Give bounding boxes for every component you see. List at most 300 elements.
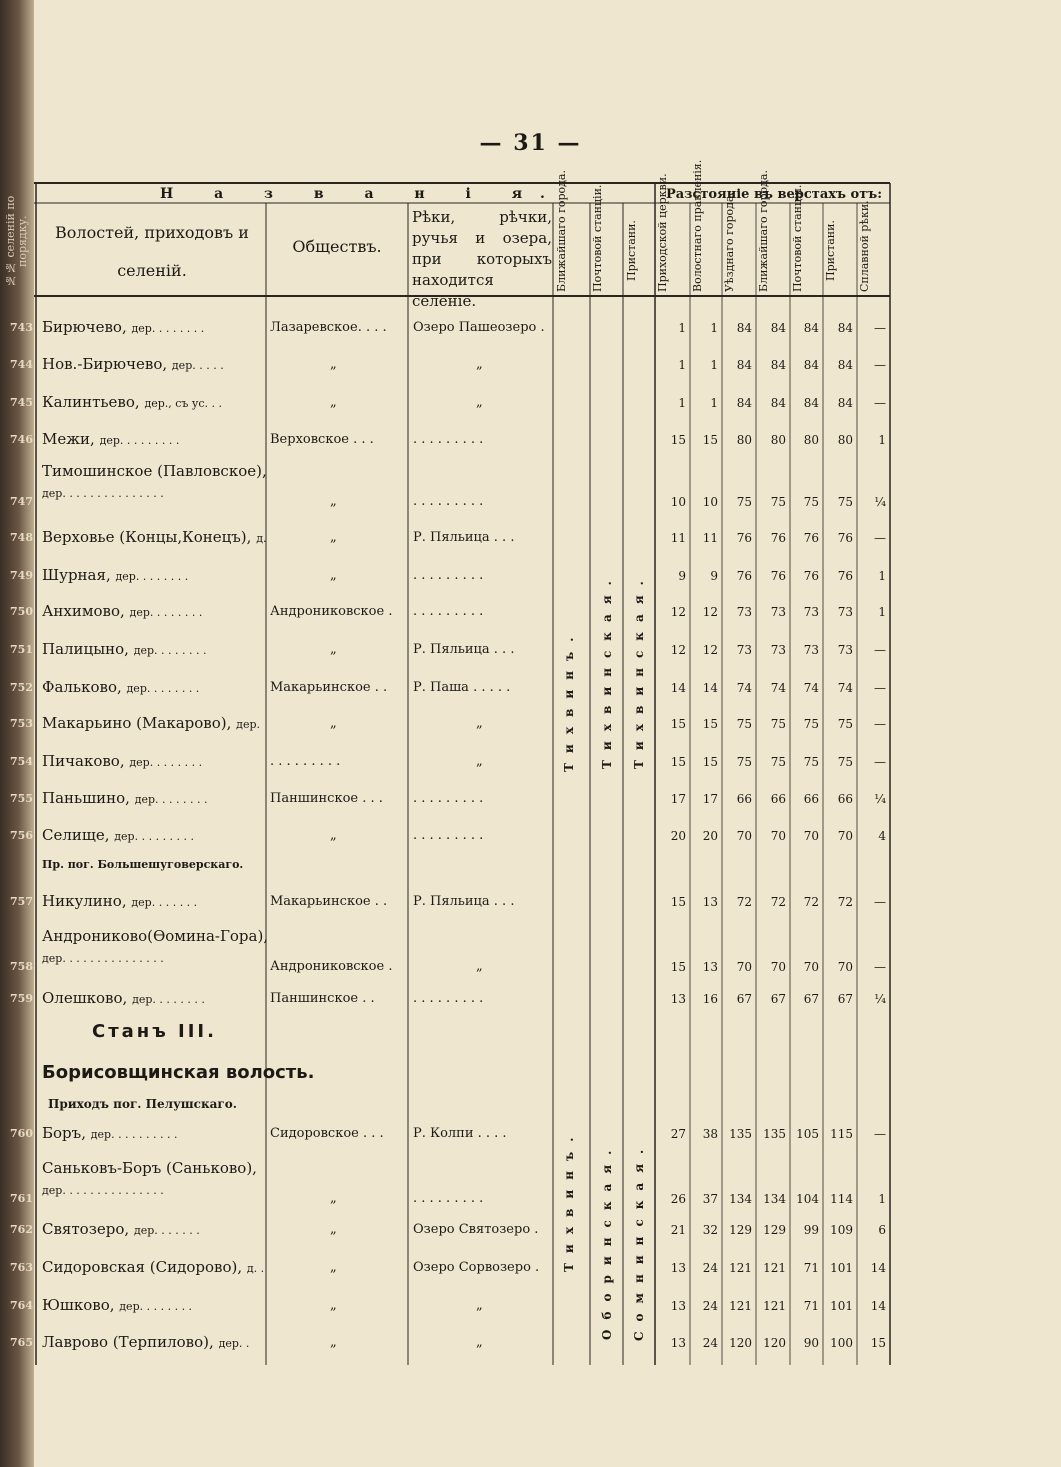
- settlement-name: [42, 927, 268, 973]
- settlement-name: [42, 640, 207, 658]
- distance-cell: 90: [803, 1336, 819, 1350]
- distance-cell: 66: [837, 792, 853, 806]
- society-cell: „: [330, 1260, 337, 1275]
- distance-cell: 121: [763, 1299, 786, 1313]
- settlement-name: [42, 318, 204, 336]
- settlement-name-text: Анхимово,: [42, 602, 125, 620]
- settlement-type: дер. . . . . . . .: [129, 606, 203, 619]
- distance-cell: 9: [678, 569, 686, 583]
- distance-cell: 70: [803, 960, 819, 974]
- distance-cell: —: [874, 960, 886, 974]
- distance-cell: 71: [803, 1261, 819, 1275]
- distance-cell: 67: [736, 992, 752, 1006]
- row-number: 743: [10, 321, 33, 334]
- distance-cell: 75: [770, 495, 786, 509]
- col-d-river-header: Сплавной рѣки.: [858, 200, 871, 292]
- society-cell: „: [330, 530, 337, 545]
- river-cell: „: [476, 754, 483, 769]
- settlement-name-text: Макарьино (Макарово),: [42, 714, 232, 732]
- col-society-header: Обществъ.: [292, 237, 382, 256]
- distance-cell: 1: [878, 605, 886, 619]
- distance-cell: 75: [837, 755, 853, 769]
- distance-cell: 15: [670, 960, 686, 974]
- distance-cell: 73: [770, 643, 786, 657]
- row-number: 747: [10, 495, 33, 508]
- row-number-header: №№ селеній по порядку.: [4, 195, 29, 287]
- distance-cell: 80: [837, 433, 853, 447]
- distance-cell: 15: [702, 717, 718, 731]
- distance-cell: 67: [770, 992, 786, 1006]
- distance-cell: 99: [803, 1223, 819, 1237]
- distance-cell: 15: [670, 755, 686, 769]
- col-d-church-header: Приходской церкви.: [656, 173, 669, 292]
- distance-cell: 76: [736, 531, 752, 545]
- society-cell: „: [330, 642, 337, 657]
- distance-cell: 70: [736, 960, 752, 974]
- settlement-name-text: Лаврово (Терпилово),: [42, 1333, 214, 1351]
- distance-cell: 73: [736, 643, 752, 657]
- page-number: — 31 —: [479, 130, 582, 156]
- distance-cell: 120: [729, 1336, 752, 1350]
- distance-cell: 80: [770, 433, 786, 447]
- settlement-type: дер. . . . . . . . . .: [90, 1128, 178, 1141]
- settlement-name-text: Пичаково,: [42, 752, 125, 770]
- distance-cell: 70: [770, 960, 786, 974]
- society-cell: Макарьинское . .: [270, 680, 388, 695]
- settlement-name: [42, 678, 199, 696]
- distance-cell: 75: [803, 495, 819, 509]
- distance-cell: 80: [803, 433, 819, 447]
- row-number: 752: [10, 681, 33, 694]
- settlement-name: [42, 602, 202, 620]
- distance-cell: 84: [803, 321, 819, 335]
- settlement-type: дер. . . . . . . . .: [99, 434, 180, 447]
- row-number: 750: [10, 605, 33, 618]
- distance-cell: 12: [670, 605, 686, 619]
- distance-cell: 70: [837, 960, 853, 974]
- society-cell: Паншинское . .: [270, 991, 375, 1006]
- distance-cell: 75: [803, 717, 819, 731]
- col-d-volost-header: Волостнаго правленія.: [691, 159, 704, 292]
- distance-cell: 74: [770, 681, 786, 695]
- settlement-type: дер. . . . . . .: [133, 1224, 200, 1237]
- distance-cell: 20: [702, 829, 718, 843]
- society-cell: Макарьинское . .: [270, 894, 388, 909]
- distance-cell: 121: [729, 1299, 752, 1313]
- distance-cell: 75: [736, 495, 752, 509]
- settlement-name-text: Калинтьево,: [42, 393, 140, 411]
- distance-cell: 9: [710, 569, 718, 583]
- distance-cell: 101: [830, 1299, 853, 1313]
- distance-cell: 84: [803, 396, 819, 410]
- distance-cell: 11: [670, 531, 686, 545]
- distance-cell: 14: [870, 1299, 886, 1313]
- distance-cell: —: [874, 396, 886, 410]
- distance-cell: 1: [710, 321, 718, 335]
- row-number: 764: [10, 1299, 33, 1312]
- row-number: 757: [10, 895, 33, 908]
- row-number: 756: [10, 829, 33, 842]
- settlement-name: [42, 1220, 200, 1238]
- distance-cell: 72: [736, 895, 752, 909]
- distance-cell: 6: [878, 1223, 886, 1237]
- river-cell: „: [476, 395, 483, 410]
- society-cell: Лазаревское. . . .: [270, 320, 387, 335]
- distance-cell: 4: [878, 829, 886, 843]
- river-cell: . . . . . . . . .: [413, 1191, 484, 1206]
- distance-cell: 76: [736, 569, 752, 583]
- settlement-name: [42, 789, 208, 807]
- distance-cell: 73: [770, 605, 786, 619]
- distance-cell: 84: [837, 396, 853, 410]
- river-cell: . . . . . . . . .: [413, 991, 484, 1006]
- distance-cell: 75: [770, 717, 786, 731]
- settlement-name: [42, 826, 194, 844]
- distance-cell: 75: [736, 717, 752, 731]
- distance-cell: 73: [837, 643, 853, 657]
- distance-cell: 67: [803, 992, 819, 1006]
- section-parish-pelush: Приходъ пог. Пелушскаго.: [48, 1097, 237, 1111]
- settlement-name-text: Бирючево,: [42, 318, 127, 336]
- distance-cell: 76: [770, 569, 786, 583]
- distance-cell: 1: [678, 321, 686, 335]
- distance-cell: —: [874, 755, 886, 769]
- distance-cell: 24: [702, 1299, 718, 1313]
- distance-cell: 135: [763, 1127, 786, 1141]
- society-cell: „: [330, 357, 337, 372]
- col-d-uezd-header: Уѣзднаго города.: [723, 191, 736, 292]
- row-number: 754: [10, 755, 33, 768]
- distance-cell: 114: [830, 1192, 853, 1206]
- distance-cell: 84: [736, 321, 752, 335]
- distance-cell: 74: [837, 681, 853, 695]
- river-cell: Р. Колпи . . . .: [413, 1126, 507, 1141]
- distance-cell: ¼: [874, 992, 886, 1006]
- settlement-type: дер., съ ус. . .: [144, 397, 223, 410]
- distance-cell: 76: [837, 569, 853, 583]
- settlement-name-text: Боръ,: [42, 1124, 86, 1142]
- society-cell: Андрониковское .: [270, 959, 393, 974]
- river-cell: Озеро Святозеро .: [413, 1222, 539, 1237]
- society-cell: „: [330, 494, 337, 509]
- settlement-type: дер. . . . . . . .: [115, 570, 189, 583]
- settlement-type: дер. . . . .: [171, 359, 224, 372]
- settlement-name-text: Юшково,: [42, 1296, 115, 1314]
- distance-cell: 70: [803, 829, 819, 843]
- col-d-pier-header: Пристани.: [824, 220, 837, 282]
- names-group-header: Н а з в а н і я.: [160, 186, 563, 202]
- distance-cell: ¼: [874, 792, 886, 806]
- row-number: 746: [10, 433, 33, 446]
- distance-cell: 1: [678, 358, 686, 372]
- settlement-type: дер. . . . . . . . . . . . . . .: [42, 487, 164, 500]
- section-stan: Станъ III.: [92, 1021, 217, 1042]
- distance-cell: —: [874, 681, 886, 695]
- distance-cell: 84: [837, 358, 853, 372]
- river-cell: Р. Паша . . . . .: [413, 680, 511, 695]
- distance-cell: 1: [878, 433, 886, 447]
- settlement-name-text: Паньшино,: [42, 789, 130, 807]
- society-cell: „: [330, 1191, 337, 1206]
- settlement-name: [42, 1159, 257, 1205]
- river-cell: . . . . . . . . .: [413, 828, 484, 843]
- distance-cell: 84: [736, 358, 752, 372]
- nearest-town-value-2: Тихвинъ.: [562, 1127, 576, 1273]
- distance-cell: 32: [702, 1223, 718, 1237]
- settlement-name: [42, 714, 260, 732]
- distance-cell: 129: [763, 1223, 786, 1237]
- distance-cell: —: [874, 358, 886, 372]
- distance-cell: 1: [878, 1192, 886, 1206]
- distance-cell: 73: [736, 605, 752, 619]
- distance-cell: 76: [803, 569, 819, 583]
- distance-cell: 134: [729, 1192, 752, 1206]
- distance-cell: 66: [736, 792, 752, 806]
- distance-cell: 75: [837, 717, 853, 731]
- distance-cell: 10: [670, 495, 686, 509]
- col-d-post-header: Почтовой станціи.: [791, 184, 804, 292]
- row-number: 745: [10, 396, 33, 409]
- distance-group-header: Разстояніе въ верстахъ отъ:: [665, 187, 883, 202]
- distance-cell: 1: [710, 396, 718, 410]
- settlement-name: [42, 1333, 249, 1351]
- distance-cell: 70: [736, 829, 752, 843]
- distance-cell: 13: [670, 1261, 686, 1275]
- distance-cell: 13: [702, 895, 718, 909]
- distance-cell: 76: [837, 531, 853, 545]
- society-cell: „: [330, 395, 337, 410]
- river-cell: „: [476, 357, 483, 372]
- settlement-name-text: Тимошинское (Павловское),: [42, 462, 267, 480]
- distance-cell: —: [874, 531, 886, 545]
- distance-cell: 20: [670, 829, 686, 843]
- distance-cell: 129: [729, 1223, 752, 1237]
- distance-cell: 15: [670, 895, 686, 909]
- distance-cell: 38: [702, 1127, 718, 1141]
- settlement-type: дер. . . . . . . . .: [114, 830, 195, 843]
- distance-cell: 74: [736, 681, 752, 695]
- distance-cell: 73: [803, 643, 819, 657]
- distance-cell: 12: [702, 605, 718, 619]
- distance-cell: 1: [878, 569, 886, 583]
- nearest-town-value-1: Тихвинъ.: [562, 627, 576, 773]
- distance-cell: 73: [837, 605, 853, 619]
- river-cell: . . . . . . . . .: [413, 494, 484, 509]
- row-number: 760: [10, 1127, 33, 1140]
- pier-value-2: Сомнинская.: [632, 1139, 646, 1341]
- distance-cell: 75: [736, 755, 752, 769]
- settlement-name: [42, 1258, 264, 1276]
- distance-cell: 12: [702, 643, 718, 657]
- society-cell: „: [330, 1222, 337, 1237]
- distance-cell: 121: [763, 1261, 786, 1275]
- settlement-type: дер. . . . . . . .: [131, 322, 205, 335]
- river-cell: . . . . . . . . .: [413, 432, 484, 447]
- settlement-type: дер. . . . . . . .: [134, 793, 208, 806]
- settlement-type: дер. . . . . . . .: [129, 756, 203, 769]
- row-number: 759: [10, 992, 33, 1005]
- river-cell: . . . . . . . . .: [413, 604, 484, 619]
- river-cell: Р. Пяльица . . .: [413, 530, 515, 545]
- distance-cell: 12: [670, 643, 686, 657]
- row-number: 763: [10, 1261, 33, 1274]
- post-station-value-2: Оборинская.: [600, 1140, 614, 1340]
- distance-cell: 109: [830, 1223, 853, 1237]
- society-cell: . . . . . . . . .: [270, 754, 341, 769]
- settlement-name: [42, 989, 205, 1007]
- distance-cell: 70: [837, 829, 853, 843]
- distance-cell: 75: [803, 755, 819, 769]
- distance-cell: 1: [710, 358, 718, 372]
- distance-cell: 67: [837, 992, 853, 1006]
- settlement-name: [42, 752, 202, 770]
- distance-cell: 17: [702, 792, 718, 806]
- distance-cell: 84: [770, 358, 786, 372]
- society-cell: „: [330, 1335, 337, 1350]
- settlement-name-text: Сидоровская (Сидорово),: [42, 1258, 243, 1276]
- row-number: 761: [10, 1192, 33, 1205]
- row-number: 762: [10, 1223, 33, 1236]
- settlement-type: дер. . . . . . . .: [119, 1300, 193, 1313]
- distance-cell: 15: [670, 433, 686, 447]
- distance-cell: 16: [702, 992, 718, 1006]
- distance-cell: 84: [770, 396, 786, 410]
- river-cell: Озеро Пашеозеро .: [413, 320, 545, 335]
- society-cell: „: [330, 828, 337, 843]
- distance-cell: 13: [670, 992, 686, 1006]
- distance-cell: 13: [670, 1336, 686, 1350]
- settlement-name: [42, 462, 267, 508]
- distance-cell: 72: [803, 895, 819, 909]
- distance-cell: 101: [830, 1261, 853, 1275]
- post-station-value-1: Тихвинская.: [600, 571, 614, 769]
- distance-cell: 15: [702, 755, 718, 769]
- distance-cell: 27: [670, 1127, 686, 1141]
- settlement-name: [42, 528, 266, 546]
- river-cell: Р. Пяльица . . .: [413, 894, 515, 909]
- distance-cell: 70: [770, 829, 786, 843]
- row-number: 749: [10, 569, 33, 582]
- distance-cell: 14: [702, 681, 718, 695]
- section-parish-bolshe: Пр. пог. Большешуговерскаго.: [42, 858, 244, 871]
- settlement-type: дер. . . . . . . . . . . . . . .: [42, 1184, 164, 1197]
- distance-cell: 134: [763, 1192, 786, 1206]
- col-pier-header: Пристани.: [625, 220, 638, 282]
- distance-cell: 71: [803, 1299, 819, 1313]
- settlement-name: [42, 892, 197, 910]
- settlement-type: д. .: [246, 1262, 265, 1275]
- row-number: 751: [10, 643, 33, 656]
- society-cell: Паншинское . . .: [270, 791, 383, 806]
- distance-cell: 76: [803, 531, 819, 545]
- distance-cell: 75: [770, 755, 786, 769]
- settlement-name-text: Андрониково(Ѳомина-Гора),: [42, 927, 269, 945]
- distance-cell: 84: [736, 396, 752, 410]
- distance-cell: 76: [770, 531, 786, 545]
- distance-cell: 135: [729, 1127, 752, 1141]
- settlement-type: дер. . . . . . . . . . . . . . .: [42, 952, 164, 965]
- settlement-name: [42, 430, 179, 448]
- settlement-type: дер. .: [218, 1337, 250, 1350]
- distance-cell: 24: [702, 1261, 718, 1275]
- distance-cell: 15: [670, 717, 686, 731]
- distance-cell: 84: [837, 321, 853, 335]
- distance-cell: 100: [830, 1336, 853, 1350]
- distance-cell: 17: [670, 792, 686, 806]
- distance-cell: 10: [702, 495, 718, 509]
- distance-cell: —: [874, 643, 886, 657]
- row-number: 753: [10, 717, 33, 730]
- settlement-type: дер. . . . . . .: [131, 896, 198, 909]
- distance-cell: 1: [678, 396, 686, 410]
- settlement-type: дер. . . . . . . .: [132, 993, 205, 1006]
- settlement-name-text: Верховье (Концы,Конецъ),: [42, 528, 252, 546]
- distance-cell: 73: [803, 605, 819, 619]
- col-d-nearest-town-header: Ближайшаго города.: [757, 170, 770, 292]
- distance-cell: 14: [670, 681, 686, 695]
- distance-cell: 120: [763, 1336, 786, 1350]
- settlement-type: д.: [256, 532, 267, 545]
- settlement-name: [42, 566, 188, 584]
- society-cell: Андрониковское .: [270, 604, 393, 619]
- society-cell: Верховское . . .: [270, 432, 374, 447]
- settlement-name: [42, 1296, 192, 1314]
- river-cell: „: [476, 1335, 483, 1350]
- settlement-name-text: Селище,: [42, 826, 110, 844]
- society-cell: „: [330, 716, 337, 731]
- distance-cell: —: [874, 1127, 886, 1141]
- row-number: 755: [10, 792, 33, 805]
- distance-cell: —: [874, 717, 886, 731]
- settlement-name-text: Шурная,: [42, 566, 111, 584]
- distance-cell: 37: [702, 1192, 718, 1206]
- col-river-header: Рѣки, рѣчки, ручья и озера, при которыхъ находится селеніе.: [412, 208, 552, 310]
- distance-cell: 74: [803, 681, 819, 695]
- society-cell: „: [330, 568, 337, 583]
- distance-cell: 84: [770, 321, 786, 335]
- river-cell: „: [476, 959, 483, 974]
- distance-cell: 80: [736, 433, 752, 447]
- distance-cell: 72: [837, 895, 853, 909]
- settlement-name: [42, 393, 222, 411]
- distance-cell: 15: [870, 1336, 886, 1350]
- distance-cell: 84: [803, 358, 819, 372]
- distance-cell: 14: [870, 1261, 886, 1275]
- settlement-name-text: Олешково,: [42, 989, 128, 1007]
- col-post-station-header: Почтовой станціи.: [591, 184, 604, 292]
- distance-cell: 66: [770, 792, 786, 806]
- distance-cell: 15: [702, 433, 718, 447]
- settlement-name-text: Палицыно,: [42, 640, 129, 658]
- society-cell: „: [330, 1298, 337, 1313]
- river-cell: „: [476, 1298, 483, 1313]
- settlement-name: [42, 1124, 178, 1142]
- river-cell: Озеро Сорвозеро .: [413, 1260, 540, 1275]
- pier-value-1: Тихвинская.: [632, 571, 646, 769]
- settlement-type: дер.: [236, 718, 260, 731]
- row-number: 758: [10, 960, 33, 973]
- distance-cell: 105: [796, 1127, 819, 1141]
- distance-cell: 26: [670, 1192, 686, 1206]
- settlement-name-text: Саньковъ-Боръ (Саньково),: [42, 1159, 257, 1177]
- settlement-name-text: Межи,: [42, 430, 95, 448]
- settlement-name-text: Никулино,: [42, 892, 127, 910]
- distance-cell: 121: [729, 1261, 752, 1275]
- col-volost-header: Волостей, приходовъ и селеній.: [55, 223, 249, 280]
- distance-cell: 11: [702, 531, 718, 545]
- river-cell: „: [476, 716, 483, 731]
- distance-cell: 115: [830, 1127, 853, 1141]
